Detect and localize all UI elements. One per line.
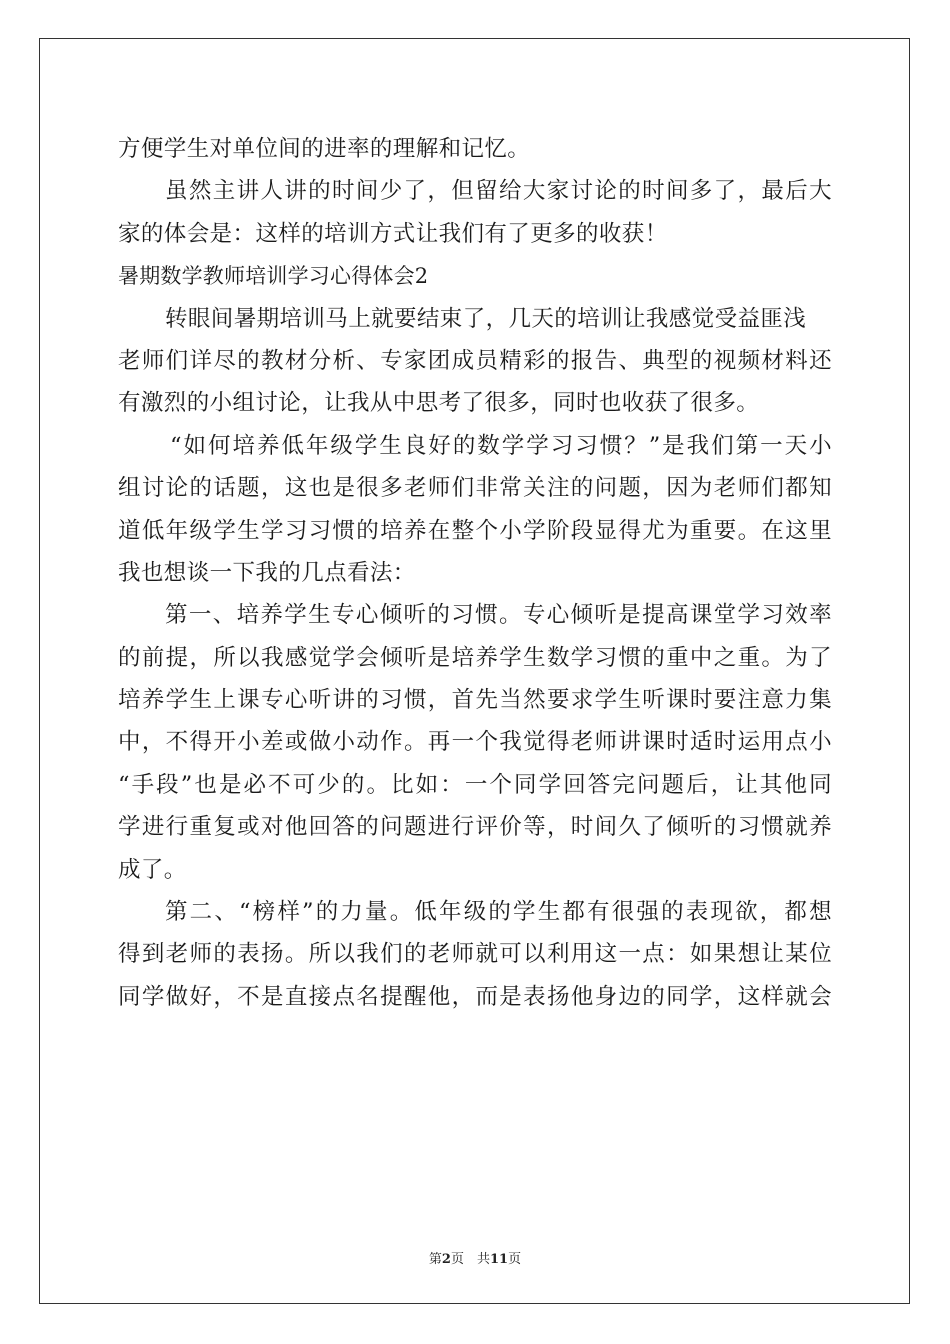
paragraph-line: 得到老师的表扬。所以我们的老师就可以利用这一点：如果想让某位 — [118, 941, 832, 968]
paragraph-line: 虽然主讲人讲的时间少了，但留给大家讨论的时间多了，最后大 — [165, 178, 832, 205]
paragraph-line: “手段”也是必不可少的。比如：一个同学回答完问题后，让其他同 — [118, 771, 832, 798]
paragraph-line: 成了。 — [118, 856, 187, 883]
paragraph-line: 的前提，所以我感觉学会倾听是培养学生数学习惯的重中之重。为了 — [118, 644, 832, 671]
paragraph-line: “如何培养低年级学生良好的数学学习习惯？”是我们第一天小 — [170, 432, 832, 459]
current-page-number: 2 — [441, 1252, 451, 1267]
footer-prefix: 第 — [428, 1252, 442, 1267]
paragraph-line: 中，不得开小差或做小动作。再一个我觉得老师讲课时适时运用点小 — [118, 729, 832, 756]
paragraph-line: 有激烈的小组讨论，让我从中思考了很多，同时也收获了很多。 — [118, 390, 760, 417]
paragraph-line: 转眼间暑期培训马上就要结束了，几天的培训让我感觉受益匪浅 — [165, 305, 807, 332]
section-heading: 暑期数学教师培训学习心得体会2 — [118, 264, 429, 289]
paragraph-line: 方便学生对单位间的进率的理解和记忆。 — [118, 136, 531, 162]
paragraph-line: 家的体会是：这样的培训方式让我们有了更多的收获！ — [118, 220, 668, 247]
paragraph-line: 道低年级学生学习习惯的培养在整个小学阶段显得尤为重要。在这里 — [118, 517, 832, 544]
total-page-count: 11 — [489, 1252, 509, 1267]
paragraph-line: 第二、“榜样”的力量。低年级的学生都有很强的表现欲，都想 — [165, 899, 832, 926]
footer-suffix: 页 — [508, 1252, 522, 1267]
paragraph-line: 学进行重复或对他回答的问题进行评价等，时间久了倾听的习惯就养 — [118, 814, 832, 841]
paragraph-line: 我也想谈一下我的几点看法： — [118, 559, 416, 586]
footer-mid: 页 共 — [450, 1252, 490, 1267]
paragraph-line: 第一、培养学生专心倾听的习惯。专心倾听是提高课堂学习效率 — [165, 602, 832, 629]
paragraph-line: 老师们详尽的教材分析、专家团成员精彩的报告、典型的视频材料还 — [118, 347, 832, 374]
page-footer — [0, 1248, 950, 1267]
paragraph-line: 培养学生上课专心听讲的习惯，首先当然要求学生听课时要注意力集 — [118, 687, 832, 714]
paragraph-line: 组讨论的话题，这也是很多老师们非常关注的问题，因为老师们都知 — [118, 475, 832, 502]
document-body — [118, 128, 832, 1018]
paragraph-line: 同学做好，不是直接点名提醒他，而是表扬他身边的同学，这样就会 — [118, 983, 832, 1010]
